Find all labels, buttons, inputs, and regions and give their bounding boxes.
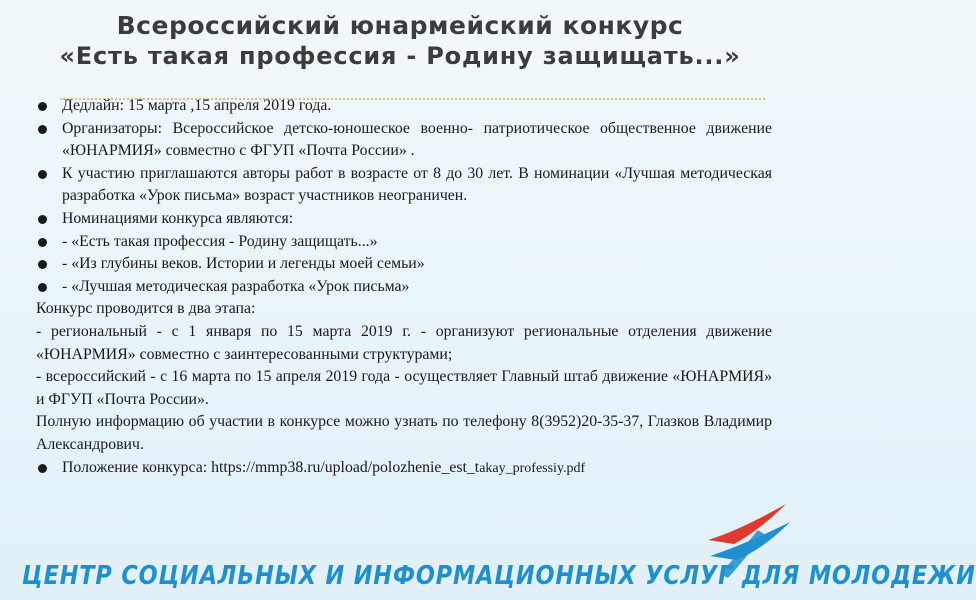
title-line-1: Всероссийский юнармейский конкурс: [116, 11, 684, 40]
slide-body: [36, 95, 772, 480]
list-item-regulation-link: [36, 457, 772, 481]
bullet-dot-icon: [38, 102, 47, 111]
list-item-text: К участию приглашаются авторы работ в возрасте от 8 до 30 лет. В номинации «Лучшая методическая разработка «Урок письма» возраст участников неограничен.: [62, 164, 772, 205]
list-item-text: Дедлайн: 15 марта ,15 апреля 2019 года.: [62, 97, 332, 114]
list-item-text: Организаторы: Всероссийское детско-юношеское военно- патриотическое общественное движение «ЮНАРМИЯ» совместно с ФГУП «Почта России» .: [62, 119, 772, 160]
list-item-text: - «Лучшая методическая разработка «Урок письма»: [62, 277, 410, 295]
bullet-dot-icon: [38, 125, 47, 134]
bullet-dot-icon: [38, 215, 47, 224]
list-item-participants: [36, 163, 772, 208]
title-line-2: «Есть такая профессия - Родину защищать...»: [59, 42, 741, 70]
list-item-text: Номинациями конкурса являются:: [62, 209, 294, 227]
list-item-organizers: [36, 118, 772, 163]
bullet-dot-icon: [38, 464, 47, 473]
bullet-list-top: [36, 95, 772, 298]
paragraph-stages: Конкурс проводится в два этапа:: [36, 300, 256, 318]
paragraph-contact-info: Полную информацию об участии в конкурсе можно узнать по телефону 8(3952)20-35-37, Глазков Владимир Александрович.: [36, 413, 772, 453]
bullet-dot-icon: [38, 283, 47, 292]
paragraph-regional-stage: - региональный - с 1 января по 15 марта 2019 г. - организуют региональные отделения движение «ЮНАРМИЯ» совместно с заинтересованными структурами;: [36, 322, 772, 363]
bullet-dot-icon: [38, 260, 47, 269]
list-item-nominations-heading: [36, 208, 772, 231]
regulation-link-prefix: Положение конкурса: https://mmp38.ru/upload/polozhenie_est_t: [62, 458, 480, 476]
bullet-list-bottom: [36, 457, 772, 481]
regulation-link-suffix: akay_professiy.pdf: [479, 460, 586, 476]
list-item-nomination-2: [36, 253, 772, 276]
slide-title: [0, 10, 800, 71]
bullet-dot-icon: [38, 238, 47, 247]
list-item-deadline: [36, 95, 772, 118]
logo-red-stripe: [708, 504, 786, 544]
bullet-dot-icon: [38, 170, 47, 179]
regulation-link[interactable]: [62, 459, 585, 476]
footer-banner: ЦЕНТР СОЦИАЛЬНЫХ И ИНФОРМАЦИОННЫХ УСЛУГ ДЛЯ МОЛОДЕЖИ: [22, 561, 976, 591]
paragraph-national-stage: - всероссийский - с 16 марта по 15 апреля 2019 года - осуществляет Главный штаб движение «ЮНАРМИЯ» и ФГУП «Почта России».: [36, 368, 772, 408]
list-item-text: - «Из глубины веков. Истории и легенды моей семьи»: [62, 255, 425, 273]
list-item-text: - «Есть такая профессия - Родину защищать...»: [62, 232, 378, 250]
list-item-nomination-3: [36, 276, 772, 299]
list-item-nomination-1: [36, 231, 772, 254]
